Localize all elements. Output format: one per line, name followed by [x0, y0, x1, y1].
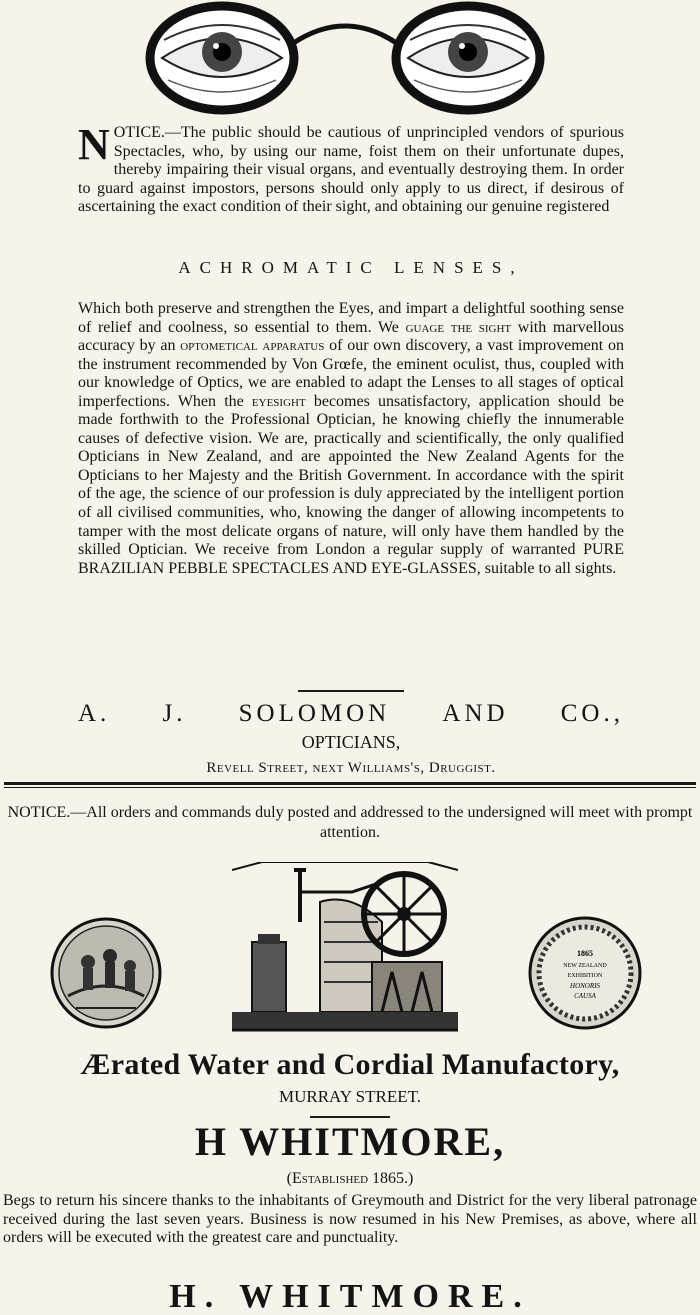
machinery-illustration [232, 862, 458, 1040]
body-text: with marvellous accuracy by an [78, 318, 625, 355]
manufactory-title: Ærated Water and Cordial Manufactory, [80, 1048, 620, 1081]
notice-text: OTICE.—The public should be cautious of unprincipled vendors of spurious Spectacles, who, by using our name, foist them on their unfortunate dupes, thereby impairing their visual organs, and eventually destroying them. In order to guard against impostors, persons should only apply to us direct, if desirous of ascertaining the exact condition of their sight, and obtaining our genuine registered [78, 124, 624, 216]
body-text: Which both preserve and strengthen the Eyes, and impart a delightful soothing sense of relief and coolness, so essential to them. We [78, 300, 624, 336]
medal-text-line: EXHIBITION [567, 973, 603, 979]
spectacles-illustration [140, 0, 550, 118]
left-medal-illustration [50, 916, 162, 1030]
firm-name-part: SOLOMON [238, 700, 391, 727]
section-divider-thin [4, 787, 696, 788]
body-text: becomes unsatisfactory, application should be made forthwith to the Professional Optician, he knowing chiefly the innumerable causes of defective vision. We are, practically and scientifically, the only qualified Opticians in New Zealand, and are appointed the New Zealand Agents for the Opticians to her Majesty and the British Government. In accordance with the spirit of the age, the science of our profession is duly appreciated by the intelligent portion of all civilised communities, who, knowing the danger of allowing incompetents to tamper with the most delicate organs of nature, will only have them handled by the skilled Optician. We receive from London a regular supply of warranted PURE BRAZILIAN PEBBLE SPECTACLES AND EYE-GLASSES, suitable to all sights. [78, 392, 625, 577]
established-date: (Established 1865.) [286, 1170, 414, 1187]
notice-drop-cap: N [78, 120, 110, 169]
firm-title: OPTICIANS, [301, 732, 401, 752]
medal-text-line: HONORIS [570, 982, 600, 990]
medal-text-line: 1865 [577, 949, 593, 958]
solomon-firm-name [78, 700, 624, 728]
solomon-body-paragraph [78, 300, 624, 578]
body-text: of our own discovery, a vast improvement on the instrument recommended by Von Grœfe, the eminent oculist, thus, coupled with our knowledge of Optics, we are enabled to adapt the Lenses to all stages of optical imperfections. When the [78, 337, 624, 410]
left-eye-lens [150, 6, 294, 110]
footer-proprietor-name: H. WHITMORE. [169, 1278, 531, 1315]
whitmore-thanks-paragraph: Begs to return his sincere thanks to the inhabitants of Greymouth and District for the very liberal patronage received during the last seven years. Business is now resumed in his New Premises, as above, where all orders will be executed with the greatest care and punctuality. [3, 1192, 697, 1246]
right-eye-lens [396, 6, 540, 110]
body-small-caps: optometical apparatus [180, 337, 325, 355]
body-small-caps: eyesight [251, 392, 306, 410]
achromatic-lenses-heading: ACHROMATIC LENSES, [178, 258, 524, 277]
section-divider [4, 782, 696, 785]
medal-text-line: NEW ZEALAND [563, 963, 607, 969]
short-divider [298, 690, 404, 692]
firm-address: Revell Street, next Williams's, Druggist. [206, 760, 496, 776]
right-medal-illustration [528, 916, 642, 1030]
body-small-caps: guage the sight [405, 318, 512, 336]
firm-name-part: CO., [560, 700, 624, 727]
proprietor-name: H WHITMORE, [194, 1119, 506, 1164]
firm-name-part: J. [162, 700, 187, 727]
firm-name-part: A. [78, 700, 111, 727]
solomon-notice [78, 120, 624, 217]
firm-name-part: AND [442, 700, 509, 727]
medal-text-line: CAUSA [574, 992, 596, 1000]
manufactory-street: MURRAY STREET. [278, 1087, 421, 1106]
orders-notice: NOTICE.—All orders and commands duly posted and addressed to the undersigned will meet with prompt attention. [7, 804, 693, 841]
